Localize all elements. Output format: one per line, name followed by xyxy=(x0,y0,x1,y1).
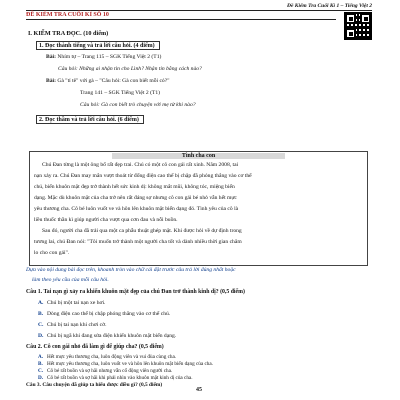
question-2-option-d[interactable]: D. Cô bé rất buồn và sợ hãi khi phải nhìn vào khuôn mặt kinh dị của cha. xyxy=(38,375,193,381)
story-line: lo cho con gái". xyxy=(34,250,70,256)
question-1-option-d[interactable]: D. Chú bị ngã khi đang sửa điện khiến khuôn mặt biến dạng. xyxy=(38,333,177,339)
part1-line-5: Câu hỏi: Gà con biết trò chuyện với mẹ từ khi nào? xyxy=(80,102,196,108)
story-box xyxy=(29,151,368,266)
question-2-title: Câu 2. Cô con gái nhỏ đã làm gì để giúp cha? (0,5 điểm) xyxy=(26,344,164,350)
section-title: I. KIỂM TRA ĐỌC. (10 điểm) xyxy=(28,30,109,37)
story-line: liều thuốc thần kì giúp người cha vượt qua cơn đau và nỗi buồn. xyxy=(34,217,178,223)
instruction-line: làm theo yêu cầu của mỗi câu hỏi. xyxy=(32,277,109,283)
question-1-option-a[interactable]: A. Chú bị một tai nạn xe hơi. xyxy=(38,300,106,306)
question-3-title: Câu 3. Câu chuyện đã giúp ta hiểu được điều gì? (0,5 điểm) xyxy=(26,382,163,388)
qr-code-icon xyxy=(344,12,372,40)
story-line: tương lai, chú Đan nói: "Tôi muốn trở thành một người cha tốt và dành nhiều thời gian chăm xyxy=(34,239,242,245)
question-2-option-b[interactable]: B. Hết mực yêu thương cha, luôn vuốt ve và hôn lên khuôn mặt biến dạng của cha. xyxy=(38,361,213,367)
story-line: chú, biến khuôn mặt đẹp trở thành hết sức kinh dị: không mắt mũi, không tóc, miệng biến xyxy=(34,184,235,190)
question-1-title: Câu 1. Tai nạn gì xảy ra khiến khuôn mặt đẹp của chú Đan trở thành kinh dị? (0,5 điểm) xyxy=(26,289,245,295)
question-1-option-b[interactable]: B. Dòng điện cao thế bị chập phóng thẳng vào cơ thể chú. xyxy=(38,311,171,317)
exam-title: ĐỀ KIỂM TRA CUỐI KÌ SỐ 10 xyxy=(26,12,336,20)
running-header: Đề Kiểm Tra Cuối Kì 1 – Tiếng Việt 2 xyxy=(26,3,372,11)
story-title: Tình cha con xyxy=(30,153,367,159)
part1-line-2: Câu hỏi: Những ai nhận tin cho Lình? Nhận tin bằng cách nào? xyxy=(58,66,202,72)
part1-line-3: Bài: Gà "tỉ tê" với gà – "Câu hỏi: Gà con biết mỗi có?" xyxy=(46,78,170,84)
question-2-option-c[interactable]: C. Cô bé rất buồn và sợ hãi nhưng vẫn cố động viên người cha. xyxy=(38,368,173,374)
story-line: yêu thương cha. Cô bé luôn vuốt ve và hôn lên khuôn mặt biến dạng đó. Tình yêu của cô là xyxy=(34,206,239,212)
part2-title: 2. Đọc thầm và trả lời câu hỏi. (6 điểm) xyxy=(36,115,144,124)
story-line: Chú Đan từng là một ông bố rất đẹp trai. Chú có một cô con gái rất xinh. Năm 2008, tai xyxy=(42,162,239,168)
page-number: 45 xyxy=(196,387,202,393)
question-1-option-c[interactable]: C. Chú bị tai nạn khi chơi cờ. xyxy=(38,322,107,328)
part1-title: 1. Đọc thành tiếng và trả lời câu hỏi. (4 điểm) xyxy=(36,41,160,50)
instruction-line: Dựa vào nội dung bài đọc trên, khoanh tròn vào chữ cái đặt trước câu trả lời đúng nhất hoặc xyxy=(26,267,236,273)
document-page xyxy=(26,3,372,397)
part1-line-4: Trang 141 – SGK Tiếng Việt 2 (T1) xyxy=(80,90,161,96)
question-2-option-a[interactable]: A. Hết mực yêu thương cha, luôn động viên và vui đùa cùng cha. xyxy=(38,354,177,360)
story-line: Sau đó, người cha đã trải qua một ca phẫu thuật ghép mặt. Khi được hỏi về dự định trong xyxy=(42,228,242,234)
story-line: nạn xảy ra. Chú Đan may mắn vượt thoát từ đống điện cao thế bị chập đã phóng thẳng vào cơ thể xyxy=(34,173,252,179)
story-line: dạng. Mặc dù khuôn mặt của cha trở nên rất đáng sợ nhưng cô con gái bé nhỏ vẫn hết mực xyxy=(34,195,237,201)
part1-line-1: Bài: Nhím tự – Trang 115 – SGK Tiếng Việt 2 (T1) xyxy=(46,54,162,60)
